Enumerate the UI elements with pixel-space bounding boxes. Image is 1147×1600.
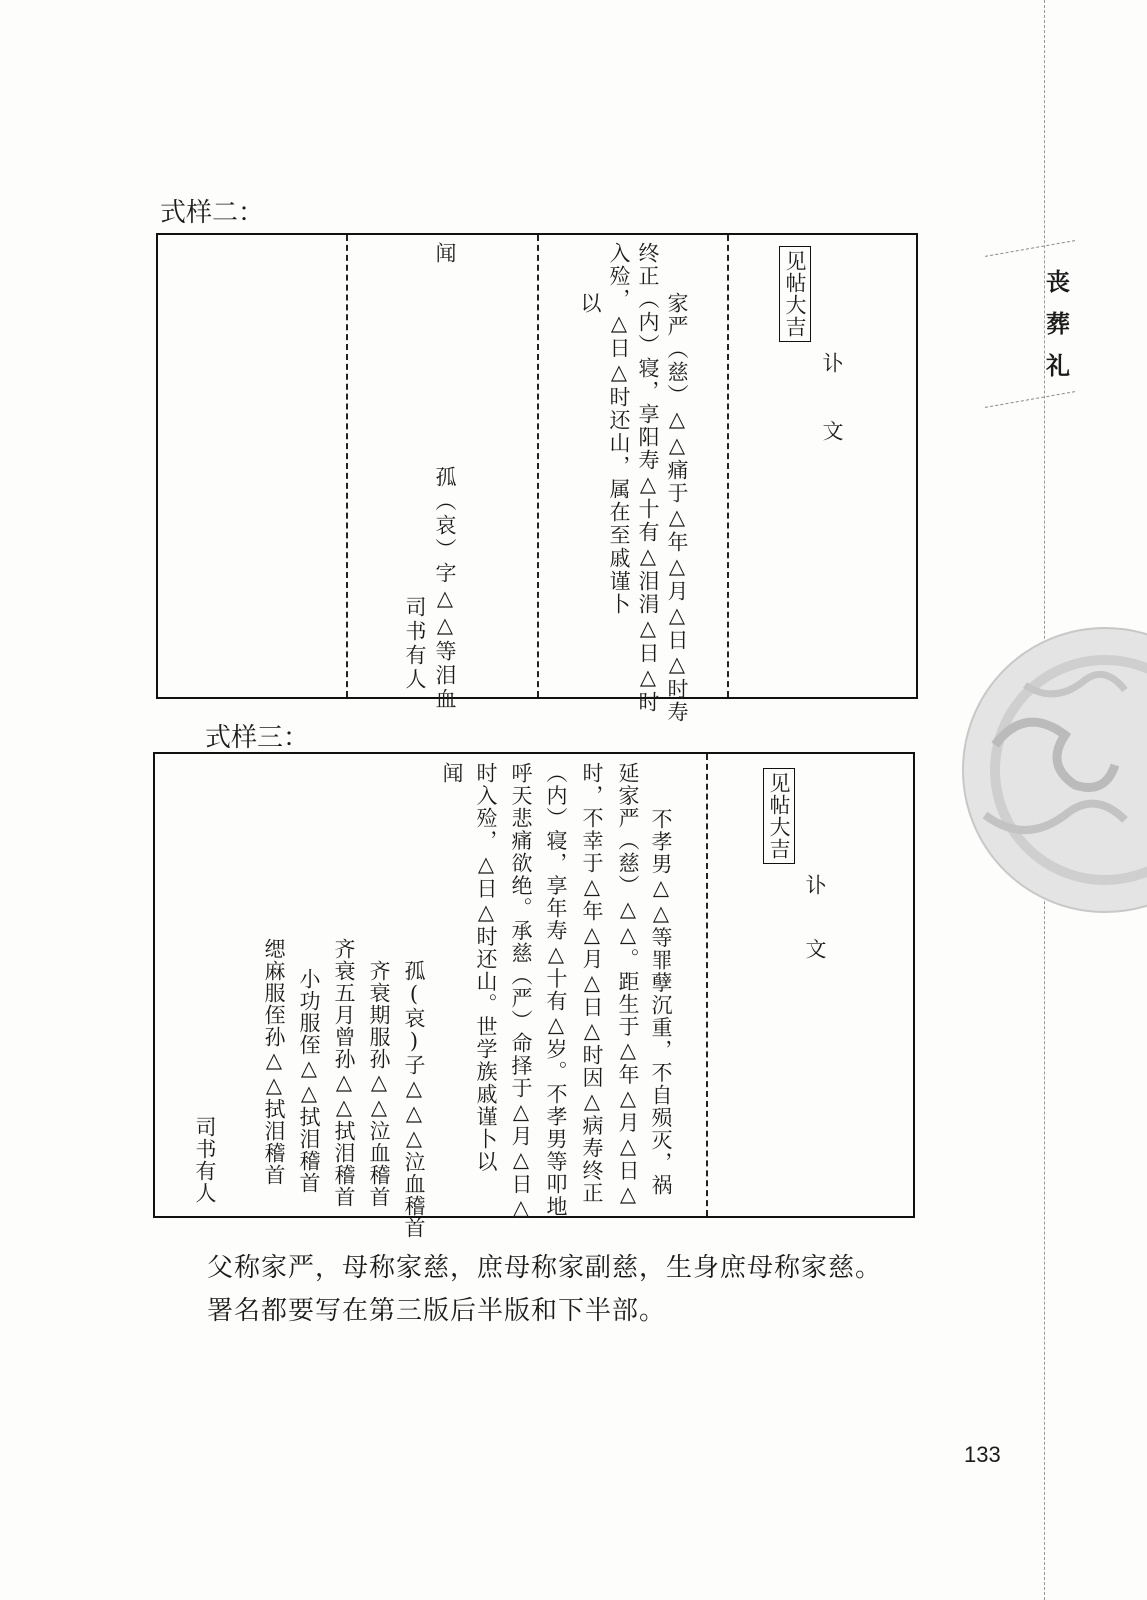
sample2-fold-line-1: [346, 235, 348, 697]
sample3-signature-6: 司书有人: [193, 1116, 217, 1204]
sample3-signature-4: 小功服侄△△拭泪稽首: [297, 968, 321, 1194]
footer-note-line-1: 父称家严，母称家慈，庶母称家副慈，生身庶母称家慈。: [207, 1253, 883, 1283]
sample2-main-col-2: 终正（内）寝，享阳寿△十有△泪涓△日△时: [636, 242, 660, 714]
sample3-signature-2: 齐衰期服孙△△泣血稽首: [367, 960, 391, 1208]
sample3-main-col-5: 呼天悲痛欲绝。承慈（严）命择于△月△日△: [509, 762, 533, 1221]
sample2-signature-2: 司书有人: [403, 596, 427, 692]
sample3-signature-1: 孤(哀)子△△△泣血稽首: [402, 960, 426, 1239]
side-tab-char-3: 礼: [1046, 352, 1070, 380]
page-number: 133: [964, 1442, 1001, 1467]
sample2-fold-line-3: [727, 235, 729, 697]
sample3-main-col-4: （内）寝，享年寿△十有△岁。不孝男等叩地: [544, 762, 568, 1218]
sample3-signature-5: 缌麻服侄孙△△拭泪稽首: [262, 938, 286, 1186]
sample3-wen: 闻: [440, 762, 464, 786]
sample2-label: 式样二：: [160, 198, 265, 228]
sample3-main-col-3: 时，不幸于△年△月△日△时因△病寿终正: [580, 762, 604, 1205]
sample2-fold-line-2: [537, 235, 539, 697]
sample2-signature-1: 孤（哀）字△△等泪血: [433, 466, 457, 712]
sample2-wen: 闻: [433, 242, 457, 266]
sample3-title-char-1: 讣: [803, 874, 827, 898]
sample3-fold-line: [706, 754, 708, 1216]
sample3-main-col-2: 延家严（慈）△△。距生于△年△月△日△: [616, 762, 640, 1208]
sample2-main-col-1: 家严（慈）△△痛于△年△月△日△时寿: [665, 292, 689, 724]
sample3-main-col-1: 不孝男△△等罪孽沉重，不自殒灭，祸: [649, 808, 673, 1197]
side-tab-char-1: 丧: [1046, 268, 1070, 296]
sample3-label: 式样三：: [205, 723, 310, 753]
decorative-cloud-seal: [955, 625, 1147, 915]
sample3-main-col-6: 时入殓，△日△时还山。世学族戚谨卜以: [474, 762, 498, 1173]
sample3-stamp: 见帖大吉: [763, 768, 795, 864]
sample2-main-col-3: 入殓，△日△时还山，属在至戚谨卜: [607, 242, 631, 616]
sample3-title-char-2: 文: [803, 938, 827, 962]
sample3-signature-3: 齐衰五月曾孙△△拭泪稽首: [332, 938, 356, 1208]
side-tab-char-2: 葬: [1046, 310, 1070, 338]
sample2-stamp: 见帖大吉: [779, 246, 811, 342]
sample2-title-char-2: 文: [820, 420, 844, 444]
footer-note-line-2: 署名都要写在第三版后半版和下半部。: [207, 1296, 667, 1326]
sample2-main-col-4: 以: [578, 292, 602, 316]
sample2-title-char-1: 讣: [820, 352, 844, 376]
